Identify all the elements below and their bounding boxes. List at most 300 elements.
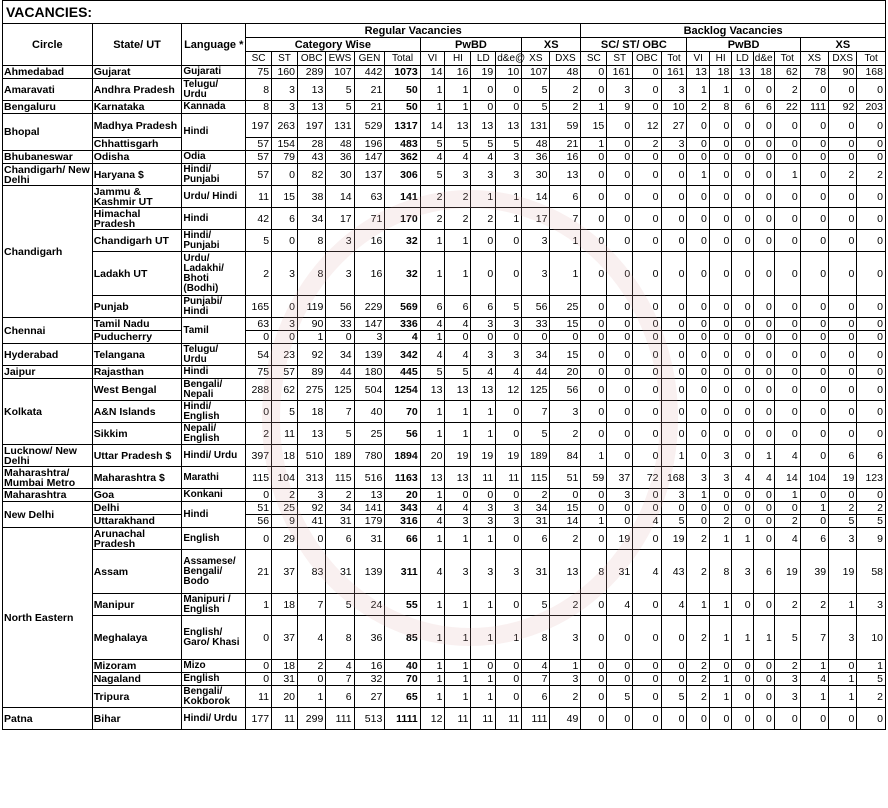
value-cell: 7	[326, 401, 354, 423]
value-cell: 0	[687, 114, 709, 138]
value-cell: 1894	[385, 445, 420, 467]
circle-cell: New Delhi	[3, 502, 93, 528]
value-cell: 0	[687, 138, 709, 151]
value-cell: 5	[326, 423, 354, 445]
value-cell: 0	[496, 252, 522, 296]
value-cell: 0	[522, 331, 550, 344]
value-cell: 3	[471, 164, 496, 186]
value-cell: 3	[607, 489, 633, 502]
value-cell: 0	[732, 208, 753, 230]
state-cell: Gujarat	[92, 66, 182, 79]
value-cell: 0	[732, 252, 753, 296]
value-cell: 3	[661, 79, 687, 101]
state-cell: A&N Islands	[92, 401, 182, 423]
value-cell: 75	[246, 66, 272, 79]
value-cell: 3	[272, 252, 298, 296]
value-cell: 0	[829, 344, 857, 366]
backlog-xs-header: XS	[800, 38, 885, 52]
circle-cell: Maharashtra	[3, 489, 93, 502]
value-cell: 3	[471, 502, 496, 515]
value-cell: 75	[246, 366, 272, 379]
state-cell: Madhya Pradesh	[92, 114, 182, 138]
value-cell: 0	[633, 366, 661, 379]
table-row	[3, 114, 886, 138]
value-cell: 4	[298, 616, 326, 660]
value-cell: 23	[272, 344, 298, 366]
value-cell: 2	[687, 660, 709, 673]
value-cell: 2	[687, 528, 709, 550]
value-cell: 7	[326, 673, 354, 686]
value-cell: 0	[471, 230, 496, 252]
value-cell: 51	[246, 502, 272, 515]
value-cell: 1	[420, 489, 445, 502]
value-cell: 0	[687, 423, 709, 445]
state-cell: Meghalaya	[92, 616, 182, 660]
value-cell: 1	[445, 660, 471, 673]
value-cell: 0	[709, 379, 731, 401]
value-cell: 3	[471, 515, 496, 528]
column-header: HI	[709, 52, 731, 66]
language-cell: Hindi/ Urdu	[182, 708, 246, 730]
table-row	[3, 208, 886, 230]
value-cell: 0	[496, 673, 522, 686]
column-header: EWS	[326, 52, 354, 66]
value-cell: 131	[522, 114, 550, 138]
value-cell: 27	[354, 686, 385, 708]
value-cell: 2	[687, 550, 709, 594]
pwbd-header: PwBD	[420, 38, 521, 52]
state-cell: Goa	[92, 489, 182, 502]
value-cell: 0	[857, 79, 886, 101]
value-cell: 0	[857, 489, 886, 502]
value-cell: 0	[687, 366, 709, 379]
value-cell: 0	[829, 114, 857, 138]
value-cell: 203	[857, 101, 886, 114]
value-cell: 0	[709, 230, 731, 252]
value-cell: 0	[709, 114, 731, 138]
value-cell: 4	[753, 467, 774, 489]
value-cell: 0	[800, 164, 828, 186]
table-row	[3, 616, 886, 660]
language-cell: Assamese/ Bengali/ Bodo	[182, 550, 246, 594]
value-cell: 0	[496, 101, 522, 114]
value-cell: 1	[445, 528, 471, 550]
value-cell: 11	[272, 708, 298, 730]
value-cell: 343	[385, 502, 420, 515]
value-cell: 56	[550, 379, 581, 401]
value-cell: 229	[354, 296, 385, 318]
value-cell: 8	[298, 230, 326, 252]
value-cell: 2	[550, 528, 581, 550]
value-cell: 0	[753, 708, 774, 730]
value-cell: 0	[607, 660, 633, 673]
value-cell: 3	[272, 101, 298, 114]
circle-cell: Maharashtra/ Mumbai Metro	[3, 467, 93, 489]
value-cell: 11	[471, 708, 496, 730]
value-cell: 0	[709, 208, 731, 230]
value-cell: 49	[550, 708, 581, 730]
vacancies-document	[2, 0, 886, 730]
value-cell: 4	[732, 467, 753, 489]
value-cell: 4	[420, 502, 445, 515]
value-cell: 0	[661, 164, 687, 186]
value-cell: 32	[385, 252, 420, 296]
value-cell: 4	[420, 550, 445, 594]
value-cell: 4	[607, 594, 633, 616]
value-cell: 0	[857, 114, 886, 138]
value-cell: 139	[354, 344, 385, 366]
language-cell: Kannada	[182, 101, 246, 114]
value-cell: 0	[709, 708, 731, 730]
value-cell: 0	[471, 101, 496, 114]
value-cell: 0	[709, 423, 731, 445]
table-row	[3, 164, 886, 186]
value-cell: 0	[800, 208, 828, 230]
table-row	[3, 79, 886, 101]
value-cell: 362	[385, 151, 420, 164]
value-cell: 0	[732, 673, 753, 686]
value-cell: 85	[385, 616, 420, 660]
value-cell: 0	[753, 79, 774, 101]
value-cell: 1	[420, 401, 445, 423]
value-cell: 0	[471, 79, 496, 101]
value-cell: 0	[661, 401, 687, 423]
state-cell: Tamil Nadu	[92, 318, 182, 331]
circle-cell: Bengaluru	[3, 101, 93, 114]
value-cell: 197	[246, 114, 272, 138]
value-cell: 0	[753, 660, 774, 673]
value-cell: 2	[420, 186, 445, 208]
value-cell: 780	[354, 445, 385, 467]
vacancy-table-body	[3, 66, 886, 730]
value-cell: 84	[550, 445, 581, 467]
value-cell: 0	[709, 489, 731, 502]
value-cell: 15	[550, 502, 581, 515]
value-cell: 4	[496, 366, 522, 379]
value-cell: 0	[633, 344, 661, 366]
value-cell: 48	[550, 66, 581, 79]
value-cell: 0	[607, 379, 633, 401]
value-cell: 7	[298, 594, 326, 616]
value-cell: 56	[385, 423, 420, 445]
value-cell: 0	[661, 502, 687, 515]
value-cell: 33	[326, 318, 354, 331]
value-cell: 31	[522, 515, 550, 528]
value-cell: 275	[298, 379, 326, 401]
state-cell: Telangana	[92, 344, 182, 366]
circle-cell: Jaipur	[3, 366, 93, 379]
value-cell: 170	[385, 208, 420, 230]
value-cell: 65	[385, 686, 420, 708]
value-cell: 0	[633, 616, 661, 660]
sc-st-obc-header: SC/ ST/ OBC	[581, 38, 687, 52]
value-cell: 0	[581, 423, 607, 445]
value-cell: 0	[687, 515, 709, 528]
value-cell: 442	[354, 66, 385, 79]
value-cell: 111	[326, 708, 354, 730]
value-cell: 0	[633, 489, 661, 502]
column-header: Tot	[774, 52, 800, 66]
value-cell: 13	[445, 114, 471, 138]
column-header: LD	[471, 52, 496, 66]
value-cell: 0	[687, 344, 709, 366]
value-cell: 0	[829, 151, 857, 164]
column-header: LD	[732, 52, 753, 66]
value-cell: 342	[385, 344, 420, 366]
language-cell: Bengali/ Nepali	[182, 379, 246, 401]
value-cell: 0	[709, 151, 731, 164]
value-cell: 13	[420, 379, 445, 401]
value-cell: 43	[661, 550, 687, 594]
value-cell: 0	[774, 252, 800, 296]
value-cell: 1	[420, 101, 445, 114]
value-cell: 56	[246, 515, 272, 528]
value-cell: 316	[385, 515, 420, 528]
value-cell: 16	[354, 230, 385, 252]
table-row	[3, 673, 886, 686]
value-cell: 19	[661, 528, 687, 550]
value-cell: 0	[774, 318, 800, 331]
value-cell: 0	[774, 114, 800, 138]
value-cell: 2	[687, 616, 709, 660]
value-cell: 6	[829, 445, 857, 467]
language-cell: Hindi	[182, 208, 246, 230]
circle-cell: Chandigarh/ New Delhi	[3, 164, 93, 186]
value-cell: 11	[496, 708, 522, 730]
state-cell: Puducherry	[92, 331, 182, 344]
value-cell: 513	[354, 708, 385, 730]
value-cell: 13	[471, 379, 496, 401]
value-cell: 0	[732, 138, 753, 151]
value-cell: 0	[829, 379, 857, 401]
value-cell: 89	[298, 366, 326, 379]
value-cell: 1	[471, 616, 496, 660]
value-cell: 0	[581, 379, 607, 401]
table-row	[3, 515, 886, 528]
value-cell: 0	[633, 208, 661, 230]
value-cell: 9	[607, 101, 633, 114]
language-cell: Urdu/ Ladakhi/ Bhoti (Bodhi)	[182, 252, 246, 296]
value-cell: 0	[661, 331, 687, 344]
value-cell: 0	[774, 708, 800, 730]
value-cell: 3	[445, 550, 471, 594]
value-cell: 0	[800, 230, 828, 252]
value-cell: 1	[550, 660, 581, 673]
value-cell: 1	[445, 79, 471, 101]
value-cell: 0	[496, 660, 522, 673]
value-cell: 4	[445, 318, 471, 331]
value-cell: 14	[420, 66, 445, 79]
value-cell: 3	[496, 164, 522, 186]
value-cell: 1	[445, 673, 471, 686]
value-cell: 1	[581, 101, 607, 114]
value-cell: 0	[753, 331, 774, 344]
value-cell: 115	[522, 467, 550, 489]
value-cell: 8	[298, 252, 326, 296]
value-cell: 13	[298, 423, 326, 445]
value-cell: 3	[522, 252, 550, 296]
value-cell: 70	[385, 673, 420, 686]
value-cell: 18	[753, 66, 774, 79]
table-row	[3, 467, 886, 489]
value-cell: 3	[496, 344, 522, 366]
value-cell: 3	[445, 515, 471, 528]
table-row	[3, 445, 886, 467]
value-cell: 0	[581, 489, 607, 502]
value-cell: 1	[774, 164, 800, 186]
value-cell: 1	[445, 616, 471, 660]
value-cell: 0	[774, 401, 800, 423]
value-cell: 7	[522, 401, 550, 423]
value-cell: 0	[661, 318, 687, 331]
language-cell: Telugu/ Urdu	[182, 79, 246, 101]
value-cell: 40	[385, 660, 420, 673]
table-row	[3, 423, 886, 445]
value-cell: 0	[857, 296, 886, 318]
state-cell: Delhi	[92, 502, 182, 515]
column-header: Tot	[661, 52, 687, 66]
value-cell: 62	[272, 379, 298, 401]
value-cell: 2	[445, 186, 471, 208]
value-cell: 31	[522, 550, 550, 594]
column-header: HI	[445, 52, 471, 66]
value-cell: 50	[385, 79, 420, 101]
value-cell: 13	[550, 550, 581, 594]
value-cell: 2	[522, 489, 550, 502]
value-cell: 0	[272, 331, 298, 344]
value-cell: 2	[774, 79, 800, 101]
value-cell: 115	[326, 467, 354, 489]
table-row	[3, 138, 886, 151]
value-cell: 1	[298, 686, 326, 708]
value-cell: 92	[298, 502, 326, 515]
value-cell: 0	[829, 423, 857, 445]
value-cell: 0	[496, 79, 522, 101]
table-row	[3, 366, 886, 379]
value-cell: 165	[246, 296, 272, 318]
value-cell: 0	[800, 138, 828, 151]
value-cell: 0	[607, 318, 633, 331]
circle-cell: Ahmedabad	[3, 66, 93, 79]
value-cell: 18	[709, 66, 731, 79]
value-cell: 0	[661, 366, 687, 379]
value-cell: 0	[753, 186, 774, 208]
value-cell: 0	[800, 296, 828, 318]
value-cell: 0	[687, 502, 709, 515]
value-cell: 0	[800, 186, 828, 208]
value-cell: 0	[661, 230, 687, 252]
value-cell: 3	[661, 489, 687, 502]
value-cell: 5	[522, 101, 550, 114]
value-cell: 31	[607, 550, 633, 594]
value-cell: 1	[709, 673, 731, 686]
table-row	[3, 331, 886, 344]
value-cell: 125	[522, 379, 550, 401]
value-cell: 115	[246, 467, 272, 489]
state-header: State/ UT	[92, 24, 182, 66]
column-header: VI	[420, 52, 445, 66]
value-cell: 51	[550, 467, 581, 489]
value-cell: 8	[246, 79, 272, 101]
table-row	[3, 230, 886, 252]
value-cell: 3	[829, 616, 857, 660]
value-cell: 0	[607, 366, 633, 379]
value-cell: 2	[550, 423, 581, 445]
value-cell: 4	[445, 344, 471, 366]
value-cell: 3	[607, 79, 633, 101]
value-cell: 1	[709, 686, 731, 708]
value-cell: 0	[732, 366, 753, 379]
value-cell: 160	[272, 66, 298, 79]
value-cell: 4	[800, 673, 828, 686]
value-cell: 15	[550, 344, 581, 366]
value-cell: 1	[420, 528, 445, 550]
value-cell: 0	[633, 660, 661, 673]
value-cell: 1	[471, 594, 496, 616]
value-cell: 5	[607, 686, 633, 708]
value-cell: 0	[687, 186, 709, 208]
value-cell: 6	[753, 550, 774, 594]
value-cell: 0	[753, 379, 774, 401]
value-cell: 2	[800, 594, 828, 616]
value-cell: 0	[496, 489, 522, 502]
state-cell: Rajasthan	[92, 366, 182, 379]
value-cell: 288	[246, 379, 272, 401]
value-cell: 179	[354, 515, 385, 528]
value-cell: 0	[661, 252, 687, 296]
value-cell: 1	[471, 528, 496, 550]
table-row	[3, 101, 886, 114]
value-cell: 1	[581, 138, 607, 151]
value-cell: 0	[471, 331, 496, 344]
value-cell: 0	[496, 401, 522, 423]
column-header: VI	[687, 52, 709, 66]
value-cell: 30	[522, 164, 550, 186]
value-cell: 2	[687, 101, 709, 114]
value-cell: 0	[633, 318, 661, 331]
value-cell: 4	[326, 660, 354, 673]
value-cell: 31	[272, 673, 298, 686]
value-cell: 2	[550, 686, 581, 708]
value-cell: 1	[550, 252, 581, 296]
value-cell: 2	[550, 594, 581, 616]
value-cell: 0	[246, 331, 272, 344]
value-cell: 3	[496, 502, 522, 515]
value-cell: 0	[857, 366, 886, 379]
value-cell: 0	[800, 331, 828, 344]
state-cell: Manipur	[92, 594, 182, 616]
value-cell: 12	[496, 379, 522, 401]
value-cell: 2	[687, 686, 709, 708]
value-cell: 0	[471, 660, 496, 673]
value-cell: 3	[471, 344, 496, 366]
value-cell: 154	[272, 138, 298, 151]
value-cell: 2	[246, 252, 272, 296]
table-row	[3, 489, 886, 502]
column-header: OBC	[633, 52, 661, 66]
value-cell: 0	[661, 208, 687, 230]
state-cell: Punjab	[92, 296, 182, 318]
value-cell: 2	[550, 101, 581, 114]
column-header: ST	[272, 52, 298, 66]
value-cell: 0	[496, 331, 522, 344]
value-cell: 5	[522, 423, 550, 445]
value-cell: 0	[857, 331, 886, 344]
value-cell: 0	[661, 379, 687, 401]
value-cell: 2	[298, 660, 326, 673]
value-cell: 0	[774, 366, 800, 379]
value-cell: 1	[800, 660, 828, 673]
